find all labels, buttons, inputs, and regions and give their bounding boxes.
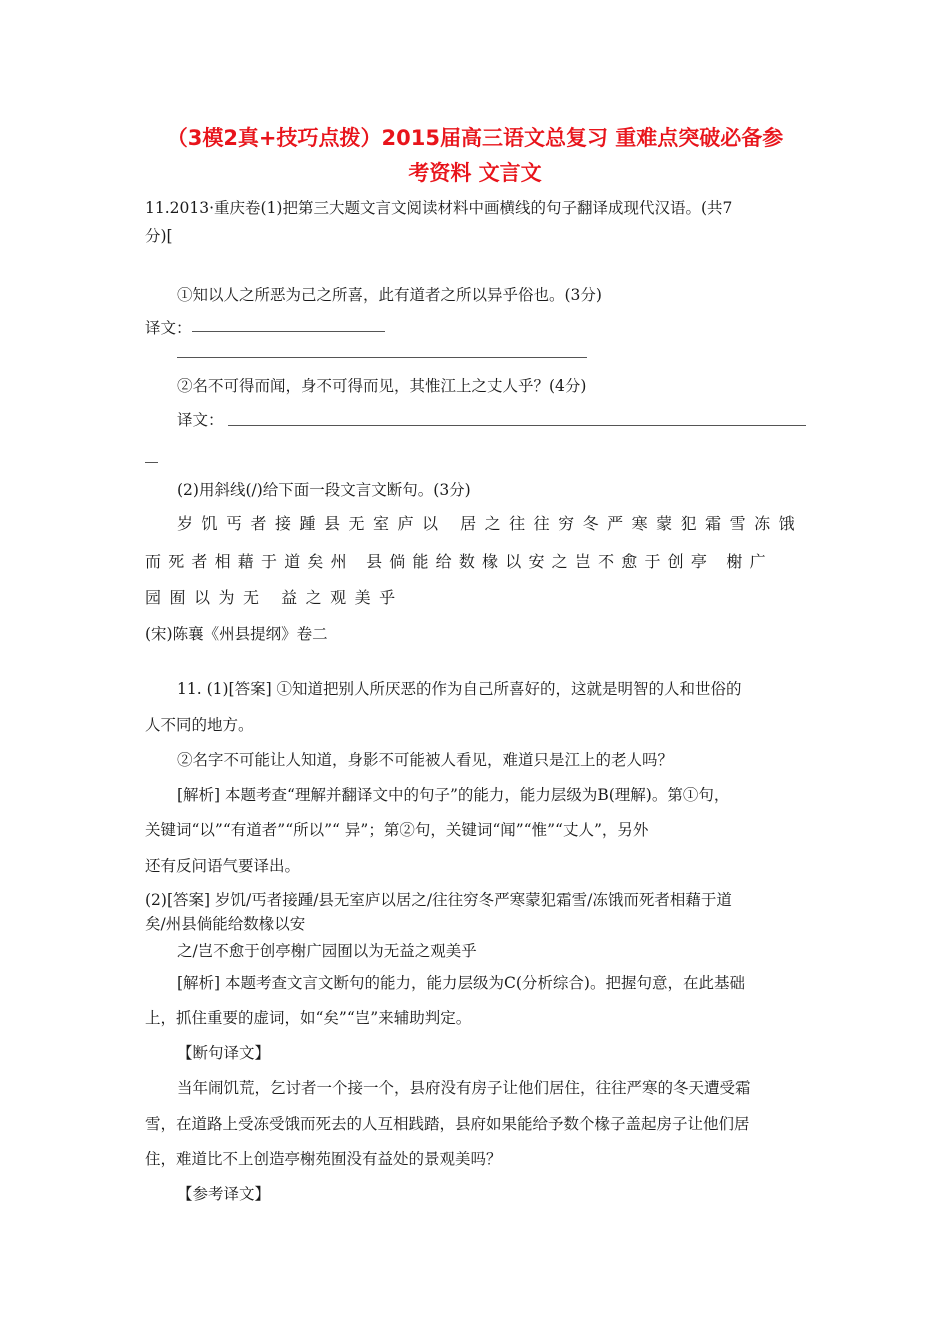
reference-translation-heading: 【参考译文】 (177, 1185, 271, 1203)
answer-part2-line3: 之/岂不愈于创亭榭广园囿以为无益之观美乎 (177, 942, 477, 960)
passage-line1 (177, 514, 803, 534)
analysis-2-line2: 上，抓住重要的虚词，如“矣”“岂”来辅助判定。 (145, 1009, 472, 1027)
answer-part2-line2: 矣/州县倘能给数椽以安 (145, 915, 306, 933)
question-item2: ②名不可得而闻，身不可得而见，其惟江上之丈人乎？(4分) (177, 377, 587, 395)
analysis-1-line1: [解析] 本题考查“理解并翻译文中的句子”的能力，能力层级为B(理解)。第①句， (177, 786, 730, 804)
question-item1: ①知以人之所恶为己之所喜，此有道者之所以异乎俗也。(3分) (177, 286, 602, 304)
passage-line3 (145, 588, 404, 608)
analysis-2-line1: [解析] 本题考查文言文断句的能力，能力层级为C(分析综合)。把握句意，在此基础 (177, 974, 745, 992)
answer-blank-line (177, 357, 587, 358)
translation-line1: 当年闹饥荒，乞讨者一个接一个，县府没有房子让他们居住，往往严寒的冬天遭受霜 (177, 1079, 751, 1097)
passage-line2 (145, 552, 773, 572)
passage-text: 岁饥丐者接踵县无室庐以 居之往往穷冬严寒蒙犯霜雪冻饿 (177, 514, 804, 533)
answer-blank-line (145, 462, 158, 463)
answer-2: ②名字不可能让人知道，身影不可能被人看见，难道只是江上的老人吗？ (177, 751, 674, 769)
answer-1-line2: 人不同的地方。 (145, 716, 254, 734)
translation-line2: 雪，在道路上受冻受饿而死去的人互相践踏，县府如果能给予数个椽子盖起房子让他们居 (145, 1115, 750, 1133)
answer-blank-line (192, 331, 385, 332)
question-part2: (2)用斜线(/)给下面一段文言文断句。(3分) (177, 481, 471, 499)
passage-text: 而死者相藉于道矣州 县倘能给数椽以安之岂不愈于创亭 榭广 (145, 552, 773, 571)
passage-source: (宋)陈襄《州县提纲》卷二 (145, 625, 328, 643)
translation-heading: 【断句译文】 (177, 1044, 271, 1062)
answer-blank-line (228, 425, 806, 426)
answer-1-line1: 11. (1)[答案] ①知道把别人所厌恶的作为自己所喜好的，这就是明智的人和世俗的 (177, 680, 742, 698)
analysis-1-line3: 还有反问语气要译出。 (145, 857, 301, 875)
item2-translation-label: 译文： (177, 411, 224, 429)
answer-part2-line1: (2)[答案] 岁饥/丐者接踵/县无室庐以居之/往往穷冬严寒蒙犯霜雪/冻饿而死者相藉于道 (145, 891, 732, 909)
item1-translation-label: 译文： (145, 319, 192, 337)
translation-line3: 住，难道比不上创造亭榭苑囿没有益处的景观美吗？ (145, 1150, 502, 1168)
document-title-line1: （3模2真+技巧点拨）2015届高三语文总复习 重难点突破必备参 (166, 126, 784, 150)
passage-text: 园囿以为无 益之观美乎 (145, 588, 404, 607)
question-header-line2: 分)[ (145, 227, 173, 245)
analysis-1-line2: 关键词“以”“有道者”“所以”“ 异”；第②句，关键词“闻”“惟”“丈人”，另外 (145, 821, 649, 839)
question-header-line1: 11.2013·重庆卷(1)把第三大题文言文阅读材料中画横线的句子翻译成现代汉语。(共7 (145, 199, 733, 217)
document-title-line2: 考资料 文言文 (408, 161, 542, 185)
